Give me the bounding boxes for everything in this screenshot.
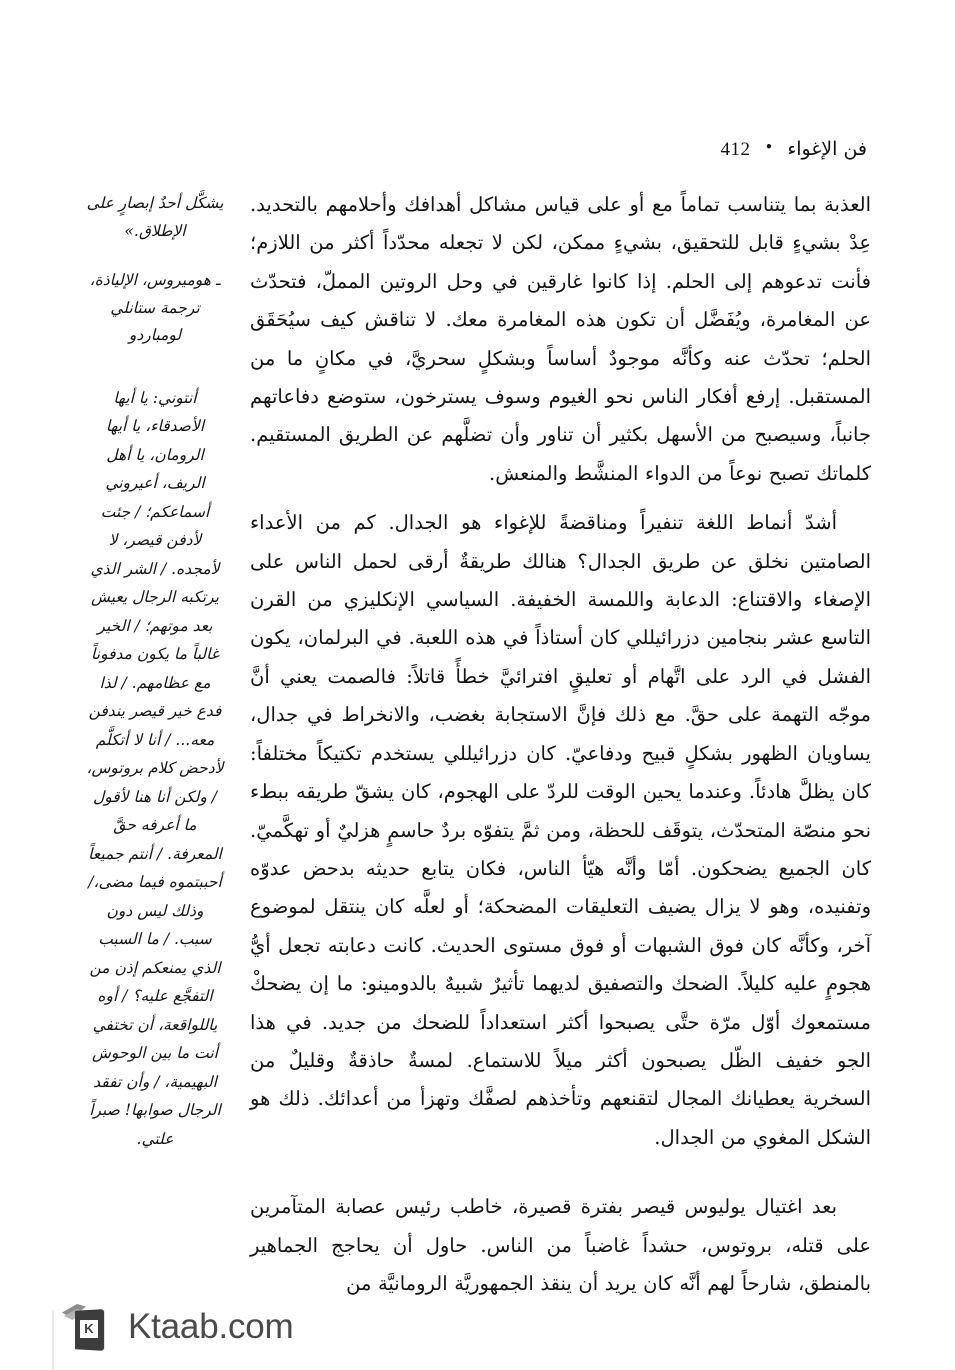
book-logo-icon — [62, 1300, 114, 1352]
margin-quote-attribution: ـ هوميروس، الإلياذة، ترجمة ستانلي لومباردو — [89, 271, 221, 344]
running-head-title: فن الإغواء — [787, 138, 867, 160]
margin-notes-column — [86, 186, 224, 1153]
running-head-separator-dot: • — [764, 138, 774, 156]
page-content — [86, 186, 871, 1303]
site-watermark — [62, 1300, 294, 1352]
running-head — [447, 138, 867, 161]
body-paragraph-3: بعد اغتيال يوليوس قيصر بفترة قصيرة، خاطب رئيس عصابة المتآمرين على قتله، بروتوس، حشداً غاضباً من الناس. حاول أن يحاجج الجماهير بالمنطق، شارحاً لهم أنَّه كان يريد أن ينقذ الجمهوريَّة الرومانيَّة من — [250, 1195, 871, 1295]
page-number: 412 — [720, 139, 751, 160]
body-paragraph-1: العذبة بما يتناسب تماماً مع أو على قياس مشاكل أهدافك وأحلامهم بالتحديد. عِدْ بشيءٍ قابل للتحقيق، بشيءٍ ممكن، لكن لا تجعله محدّداً أكثر من اللازم؛ فأنت تدعوهم إلى الحلم. إذا كانوا غارقين في وحل الروتين المملّ، فتحدّث عن المغامرة، ويُفَضَّل أن تكون هذه المغامرة معك. لا تناقش كيف سيُحَقَق الحلم؛ تحدّث عنه وكأنَّه موجودٌ أساساً وبشكلٍ سحريَّ، في مكانٍ ما من المستقبل. إرفع أفكار الناس نحو الغيوم وسوف يسترخون، ستوضع دفاعاتهم جانباً، وسيصبح من الأسهل بكثير أن تناور وأن تضلَّهم عن الطريق المستقيم. كلماتك تصبح نوعاً من الدواء المنشَّط والمنعش. — [250, 193, 871, 485]
site-name: Ktaab.com — [128, 1306, 294, 1346]
footer-divider — [52, 1310, 54, 1370]
body-paragraph-2: أشدّ أنماط اللغة تنفيراً ومناقضةً للإغواء هو الجدال. كم من الأعداء الصامتين نخلق عن طريق الجدال؟ هنالك طريقةٌ أرقى لحمل الناس على الإصغاء والاقتناع: الدعابة واللمسة الخفيفة. السياسي الإنكليزي من القرن التاسع عشر بنجامين دزرائيللي كان أستاذاً في هذه اللعبة. في البرلمان، يكون الفشل في الرد على اتَّهام أو تعليقٍ افترائيَّ خطأً قاتلاً: فالصمت يعني أنَّ موجّه التهمة على حقَّ. مع ذلك فإنَّ الاستجابة بغضب، والانخراط في جدال، يساويان الظهور بشكلٍ قبيح ودفاعيّ. كان دزرائيللي يستخدم تكتيكاً مختلفاً: كان يظلَّ هادئاً. وعندما يحين الوقت للردّ على الهجوم، كان يشقّ طريقه ببطء نحو منصّة المتحدّث، يتوقَف للحظة، ومن ثمَّ يتفوّه بردٌ حاسمٍ هزليٌ أو تهكَّميّ. كان الجميع يضحكون. أمّا وأنَّه هيّأ الناس، فكان يتابع حديثه بدحض عدوّه وتفنيده، وهو لا يزال يضيف التعليقات المضحكة؛ أو لعلَّه كان ينتقل لموضوع آخر، وكأنَّه كان فوق الشبهات أو فوق مستوى الحديث. كانت دعابته تجعل أيُّ هجومٍ عليه كليلاً. الضحك والتصفيق لديهما تأثيرٌ شبيهٌ بالدومينو: ما إن يضحكْ مستمعوك أوّل مرّة حتَّى يصبحوا أكثر استعداداً للضحك من جديد. في هذا الجو خفيف الظّل يصبحون أكثر ميلاً للاستماع. لمسةٌ حاذقةٌ وقليلٌ من السخرية يعطيانك المجال لتقنعهم وتأخذهم لصفَّك وتهزأ من أعدائك. ذلك هو الشكل المغوي من الجدال. — [250, 511, 871, 1149]
margin-long-quote: أنتوني: يا أيها الأصدقاء، يا أيها الرومان، يا أهل الريف، أعيروني أسماعكم؛ / جئت لأدفن قيصر، لا لأمجده. / الشر الذي يرتكبه الرجال يعيش بعد موتهم؛ / الخير غالباً ما يكون مدفوناً مع عظامهم. / لذا فدع خير قيصر يندفن معه... / أنا لا أتكلَّم لأدحض كلام بروتوس، / ولكن أنا هنا لأقول ما أعرفه حقَّ المعرفة. / أنتم جميعاً أحببتموه فيما مضى،/ وذلك ليس دون سبب. / ما السبب الذي يمنعكم إذن من التفجَّع عليه؟ / أوه ياللواقعة، أن تختفي أنت ما بين الوحوش البهيمية، / وأن تفقد الرجال صوابها! صبراً علتي. — [86, 388, 224, 1148]
margin-quote-fragment: يشكَّل أحدٌ إبصارٍ على الإطلاق.» — [86, 194, 224, 240]
logo-letter: K — [80, 1320, 98, 1338]
main-text-column — [250, 186, 871, 1303]
